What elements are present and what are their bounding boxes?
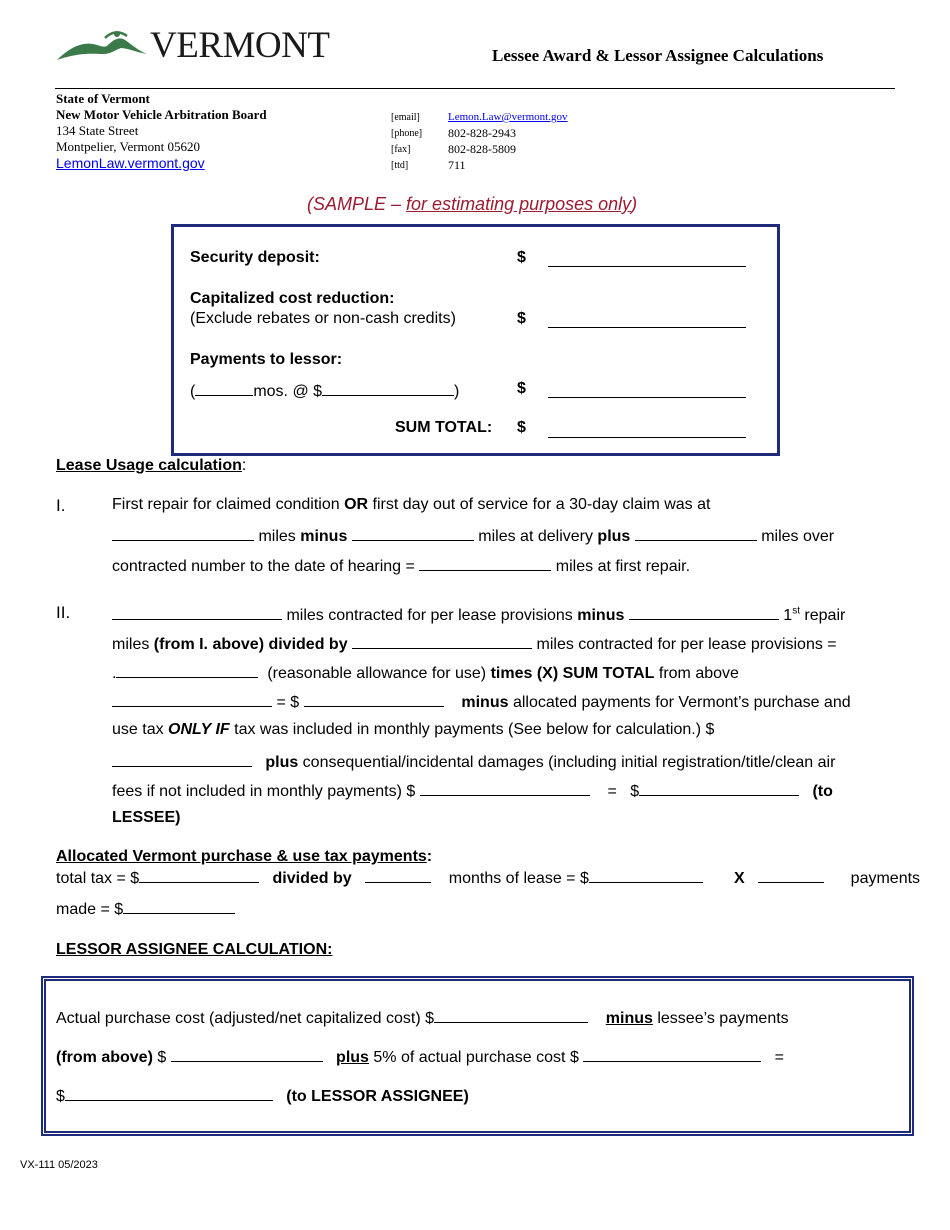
email-label: [email] [391, 112, 420, 123]
section-2-line-1: miles contracted for per lease provisions minus 1st repair [112, 604, 845, 625]
agency-state: State of Vermont [56, 91, 150, 106]
security-deposit-field[interactable] [548, 251, 746, 267]
lessor-line-1: Actual purchase cost (adjusted/net capitalized cost) $ minus lessee’s payments [56, 1007, 789, 1028]
allocated-tax-line-1: total tax = $ divided by months of lease = $ X payments [56, 867, 920, 888]
section-1-numeral: I. [56, 496, 66, 515]
section-2-line-2: miles (from I. above) divided by miles contracted for per lease provisions = [112, 633, 837, 654]
security-deposit-label: Security deposit: [190, 249, 320, 266]
payments-dollar: $ [517, 380, 526, 397]
fax-value: 802-828-5809 [448, 142, 516, 156]
allowance-product-field[interactable] [112, 691, 272, 707]
actual-purchase-cost-field[interactable] [434, 1007, 588, 1023]
logo [55, 25, 330, 66]
phone-value: 802-828-2943 [448, 126, 516, 140]
sample-notice: (SAMPLE – for estimating purposes only) [307, 194, 638, 214]
lessee-payments-field[interactable] [171, 1046, 323, 1062]
allowance-amount-field[interactable] [304, 691, 444, 707]
allocated-tax-heading: Allocated Vermont purchase & use tax payments: [56, 848, 433, 865]
form-id: VX-111 05/2023 [20, 1159, 98, 1171]
miles-over-field[interactable] [635, 525, 757, 541]
security-deposit-dollar: $ [517, 249, 526, 266]
first-repair-miles-field[interactable] [112, 525, 254, 541]
header-rule [55, 88, 895, 89]
section-2-numeral: II. [56, 603, 71, 622]
contact-values [448, 109, 568, 173]
contact-labels [391, 110, 422, 174]
first-repair-result-field[interactable] [419, 555, 551, 571]
cap-cost-dollar: $ [517, 310, 526, 327]
delivery-miles-field[interactable] [352, 525, 474, 541]
five-percent-field[interactable] [583, 1046, 761, 1062]
months-of-lease-field[interactable] [365, 867, 431, 883]
lease-usage-heading: Lease Usage calculation: [56, 457, 247, 474]
months-field[interactable] [195, 380, 253, 396]
damages-field[interactable] [420, 780, 590, 796]
document-title: Lessee Award & Lessor Assignee Calculations [492, 46, 824, 65]
payments-months-row: ( mos. @ $ ) [190, 380, 459, 401]
monthly-amount-field[interactable] [322, 380, 454, 396]
tax-paid-field[interactable] [123, 898, 235, 914]
payments-made-count-field[interactable] [758, 867, 824, 883]
lessee-award-field[interactable] [639, 780, 799, 796]
agency-board: New Motor Vehicle Arbitration Board [56, 107, 267, 122]
ttd-value: 711 [448, 158, 466, 172]
sum-total-dollar: $ [517, 419, 526, 436]
sum-total-label: SUM TOTAL: [395, 419, 493, 436]
lessor-line-3: $ (to LESSOR ASSIGNEE) [56, 1085, 469, 1106]
section-1-line-1: First repair for claimed condition OR first day out of service for a 30-day claim was at [112, 496, 711, 513]
lessor-assignee-heading: LESSOR ASSIGNEE CALCULATION: [56, 941, 333, 958]
miles-contracted-field[interactable] [112, 604, 282, 620]
ttd-label: [ttd] [391, 160, 409, 171]
section-2-line-3: . (reasonable allowance for use) times (X) SUM TOTAL from above [112, 662, 739, 683]
first-repair-miles-2-field[interactable] [629, 604, 779, 620]
section-2-line-6: plus consequential/incidental damages (including initial registration/title/clean air [112, 751, 835, 772]
total-tax-field[interactable] [139, 867, 259, 883]
email-link[interactable]: Lemon.Law@vermont.gov [448, 111, 568, 123]
sample-notice-link: for estimating purposes only [406, 194, 632, 214]
section-1-line-3: contracted number to the date of hearing = miles at first repair. [112, 555, 690, 576]
section-2-line-4: = $ minus allocated payments for Vermont’s purchase and [112, 691, 851, 712]
cap-cost-field[interactable] [548, 312, 746, 328]
divided-by-miles-field[interactable] [352, 633, 532, 649]
agency-address [56, 91, 267, 171]
allowance-field[interactable] [116, 662, 258, 678]
section-2-line-7: fees if not included in monthly payments) $ = $ (to [112, 780, 833, 801]
sum-total-field[interactable] [548, 422, 746, 438]
lessor-award-field[interactable] [65, 1085, 273, 1101]
phone-label: [phone] [391, 128, 423, 139]
section-2-line-8: LESSEE) [112, 809, 181, 826]
agency-city: Montpelier, Vermont 05620 [56, 139, 201, 154]
section-2-line-5: use tax ONLY IF tax was included in monthly payments (See below for calculation.) $ [112, 721, 715, 738]
payments-to-lessor-label: Payments to lessor: [190, 351, 343, 368]
allocated-tax-line-2: made = $ [56, 898, 235, 919]
website-link[interactable]: LemonLaw.vermont.gov [56, 155, 205, 171]
use-tax-field[interactable] [112, 751, 252, 767]
cap-cost-label: Capitalized cost reduction: [190, 290, 395, 307]
agency-street: 134 State Street [56, 123, 139, 138]
logo-wordmark: VERMONT [150, 25, 330, 66]
lessor-line-2: (from above) $ plus 5% of actual purchase cost $ = [56, 1046, 784, 1067]
cap-cost-note: (Exclude rebates or non-cash credits) [190, 310, 456, 327]
fax-label: [fax] [391, 144, 411, 155]
section-1-line-2: miles minus miles at delivery plus miles over [112, 525, 834, 546]
vermont-mountain-logo-icon [55, 26, 155, 64]
monthly-tax-field[interactable] [589, 867, 703, 883]
payments-field[interactable] [548, 382, 746, 398]
